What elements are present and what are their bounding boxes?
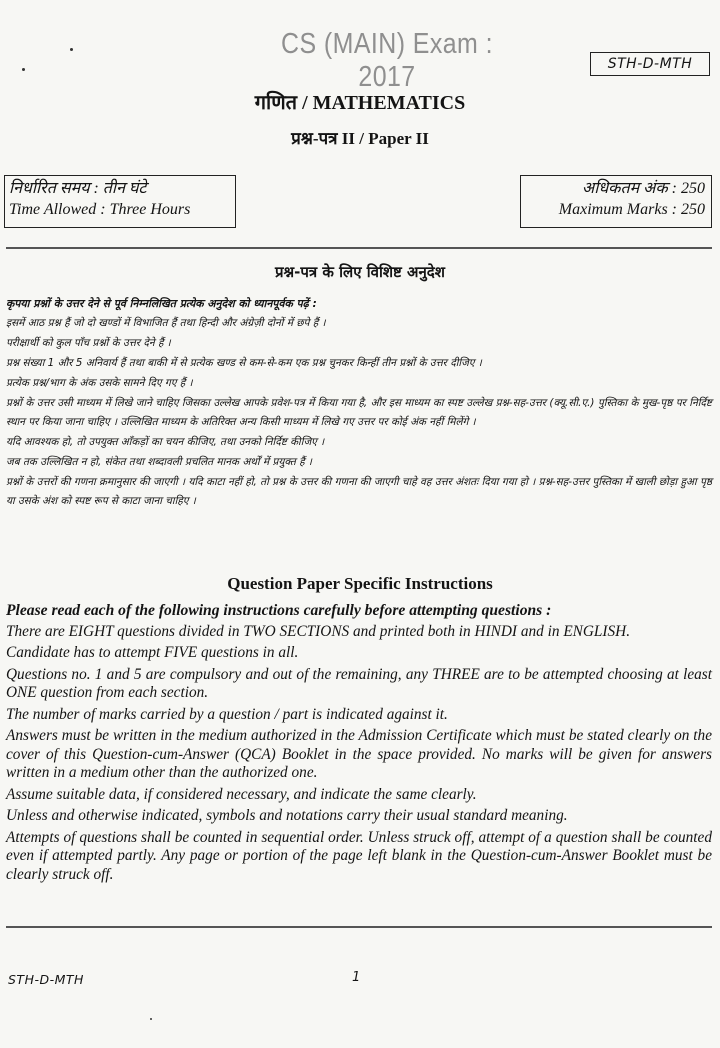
english-instruction: Attempts of questions shall be counted in sequential order. Unless struck off, attempt of a question shall be counted even if attempted partly. Any page or portion of the page left blank in the Question-cum-Answer Booklet must be clearly struck off. [6, 828, 712, 883]
divider-top [6, 247, 712, 249]
speck-mark [70, 48, 73, 51]
page-number: 1 [352, 970, 361, 985]
english-instructions-heading: Question Paper Specific Instructions [227, 574, 493, 593]
english-instruction: Questions no. 1 and 5 are compulsory and out of the remaining, any THREE are to be attempted choosing at least ONE question from each section. [6, 665, 712, 701]
hindi-instruction: प्रत्येक प्रश्न/भाग के अंक उसके सामने दिए गए हैं । [6, 377, 193, 389]
speck-mark [150, 1018, 152, 1020]
time-allowed-english: Time Allowed : Three Hours [9, 201, 191, 218]
hindi-instructions-list [6, 294, 712, 512]
footer-paper-code: STH-D-MTH [8, 972, 84, 987]
hindi-instructions-heading: प्रश्न-पत्र के लिए विशिष्ट अनुदेश [275, 263, 445, 281]
exam-stamp: CS (MAIN) Exam : 2017 [281, 28, 493, 93]
paper-code-box: STH-D-MTH [590, 52, 710, 76]
english-instructions-list [6, 602, 712, 887]
english-instruction: Candidate has to attempt FIVE questions in all. [6, 644, 299, 661]
divider-bottom [6, 926, 712, 928]
hindi-instruction: प्रश्नों के उत्तर उसी माध्यम में लिखे जाने चाहिए जिसका उल्लेख आपके प्रवेश-पत्र में किया गया है, और इस माध्यम का स्पष्ट उल्लेख प्रश्न-सह-उत्तर (क्यू.सी.ए.) पुस्तिका के मुख-पृष्ठ पर निर्दिष्ट स्थान पर किया जाना चाहिए । उल्लिखित माध्यम के अतिरिक्त अन्य किसी माध्यम में लिखे गए उत्तर पर कोई अंक नहीं मिलेंगे । [6, 397, 712, 428]
english-instruction: Assume suitable data, if considered necessary, and indicate the same clearly. [6, 785, 477, 803]
time-allowed-box [4, 175, 236, 228]
hindi-instruction: इसमें आठ प्रश्न हैं जो दो खण्डों में विभाजित हैं तथा हिन्दी और अंग्रेज़ी दोनों में छपे हैं । [6, 317, 326, 329]
hindi-instruction: जब तक उल्लिखित न हो, संकेत तथा शब्दावली प्रचलित मानक अर्थों में प्रयुक्त हैं । [6, 456, 312, 468]
english-instruction: There are EIGHT questions divided in TWO SECTIONS and printed both in HINDI and in ENGLISH. [6, 622, 631, 640]
hindi-instructions-lead: कृपया प्रश्नों के उत्तर देने से पूर्व निम्नलिखित प्रत्येक अनुदेश को ध्यानपूर्वक पढ़ें : [6, 297, 317, 310]
maximum-marks-english: Maximum Marks : 250 [558, 201, 705, 218]
english-instruction: The number of marks carried by a question / part is indicated against it. [6, 705, 448, 723]
hindi-instruction: प्रश्न संख्या 1 और 5 अनिवार्य हैं तथा बाकी में से प्रत्येक खण्ड से कम-से-कम एक प्रश्न चुनकर किन्हीं तीन प्रश्नों के उत्तर दीजिए । [6, 357, 482, 369]
english-instruction: Answers must be written in the medium authorized in the Admission Certificate which must be stated clearly on the cover of this Question-cum-Answer (QCA) Booklet in the space provided. No marks will be given for answers written in a medium other than the authorized one. [6, 727, 712, 781]
time-allowed-hindi: निर्धारित समय : तीन घंटे [9, 180, 147, 197]
english-instruction: Unless and otherwise indicated, symbols and notations carry their usual standard meaning. [6, 807, 568, 824]
english-instructions-lead: Please read each of the following instructions carefully before attempting questions : [6, 602, 552, 619]
speck-mark [22, 68, 25, 71]
paper-subtitle: प्रश्न-पत्र II / Paper II [291, 129, 429, 148]
hindi-instruction: प्रश्नों के उत्तरों की गणना क्रमानुसार की जाएगी । यदि काटा नहीं हो, तो प्रश्न के उत्तर की गणना की जाएगी चाहे वह उत्तर अंशतः दिया गया हो । प्रश्न-सह-उत्तर पुस्तिका में खाली छोड़ा हुआ पृष्ठ या उसके अंश को स्पष्ट रूप से काटा जाना चाहिए । [6, 476, 712, 507]
maximum-marks-hindi: अधिकतम अंक : 250 [581, 180, 705, 197]
hindi-instruction: यदि आवश्यक हो, तो उपयुक्त आँकड़ों का चयन कीजिए, तथा उनको निर्दिष्ट कीजिए । [6, 436, 325, 448]
page-title: गणित / MATHEMATICS [254, 92, 466, 114]
maximum-marks-box [520, 175, 712, 228]
hindi-instruction: परीक्षार्थी को कुल पाँच प्रश्नों के उत्तर देने हैं । [6, 337, 171, 349]
